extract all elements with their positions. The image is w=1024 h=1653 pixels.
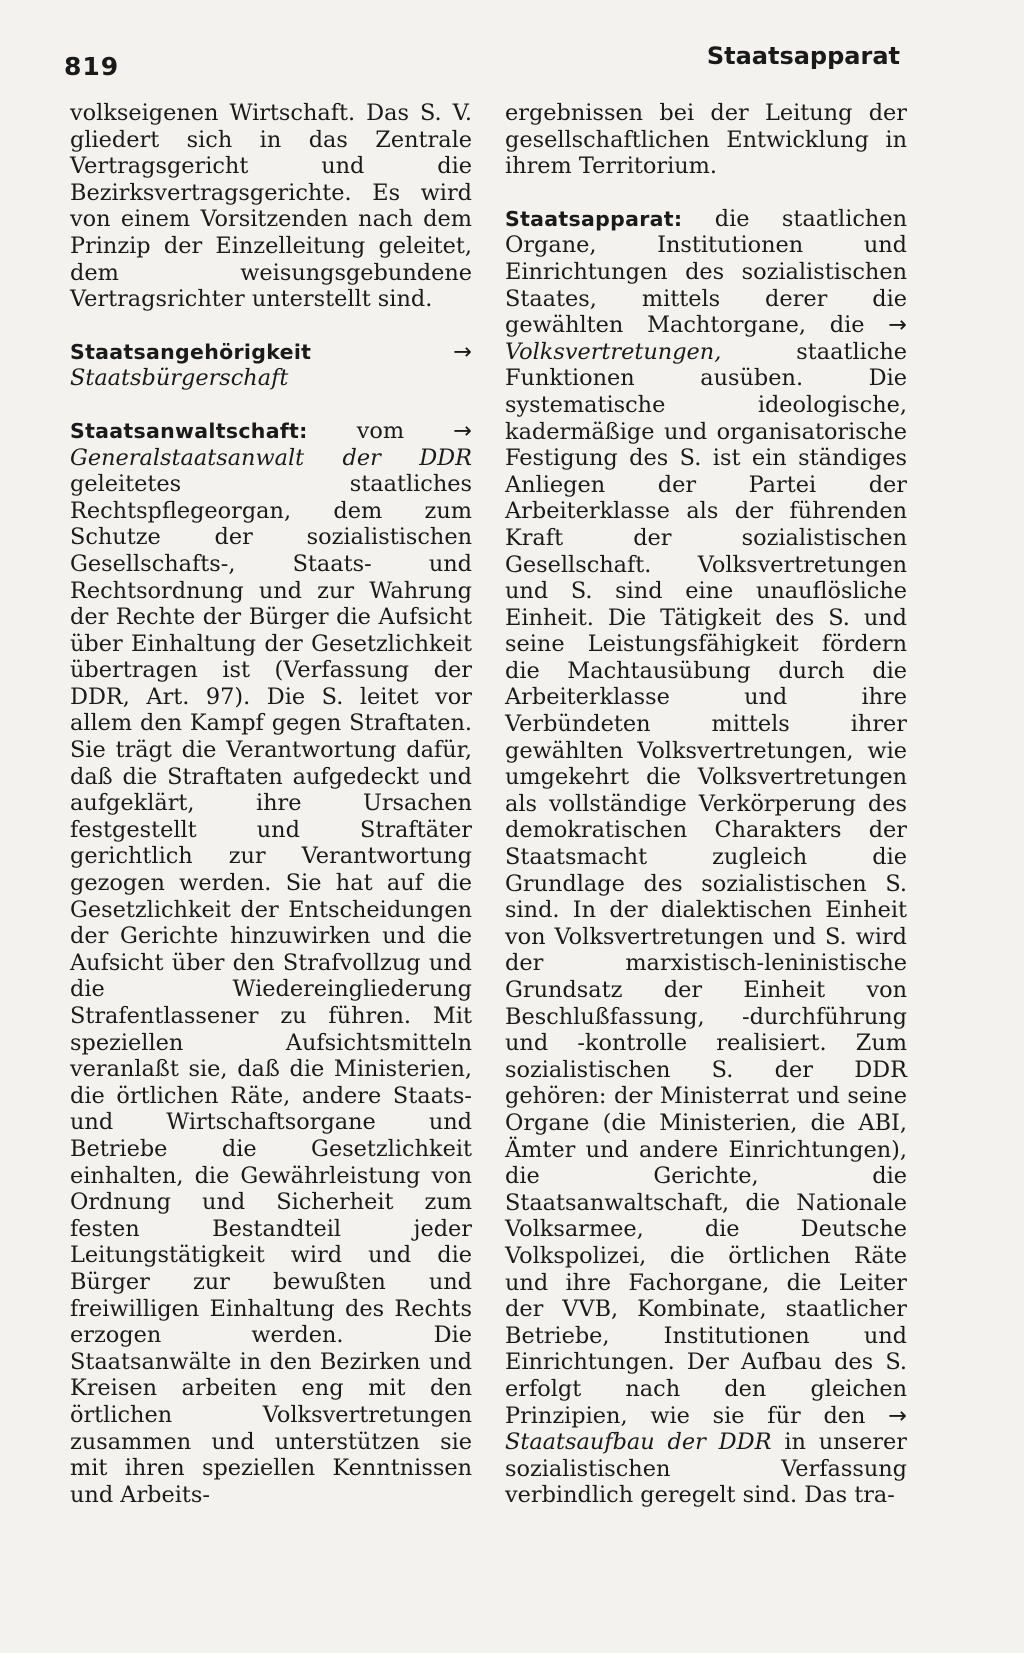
left-column bbox=[70, 100, 472, 1508]
running-title: Staatsapparat bbox=[706, 42, 900, 70]
entry-headword: Staatsangehörigkeit bbox=[70, 339, 312, 364]
entry-text: in unserer sozialistischen Verfassung verbindlich geregelt sind. Das tra- bbox=[505, 1429, 907, 1509]
entry-text: die staatlichen Organe, Institutionen und Einrichtungen des sozialistischen Staates, mittels derer die gewählten Machtorgane, die bbox=[505, 205, 907, 339]
entry-text: vom bbox=[356, 417, 405, 444]
cross-reference-arrow-icon: → bbox=[888, 1402, 907, 1429]
cross-reference: Staatsaufbau der DDR bbox=[505, 1429, 772, 1456]
continuation-text: volkseigenen Wirtschaft. Das S. V. gliedert sich in das Zentrale Vertragsgericht und die Bezirksvertragsgerichte. Es wird von einem Vorsitzenden nach dem Prinzip der Einzelleitung geleitet, dem weisungsgebundene Vertragsrichter unterstellt sind. bbox=[70, 100, 472, 313]
continuation-text: ergebnissen bei der Leitung der gesellschaftlichen Entwicklung in ihrem Territorium. bbox=[505, 100, 907, 180]
right-column bbox=[505, 100, 907, 1509]
entry-text: geleitetes staatliches Rechtspflegeorgan, dem zum Schutze der sozialistischen Gesellschafts-, Staats- und Rechtsordnung und zur Wahrung der Rechte der Bürger die Aufsicht über Einhaltung der Gesetzlichkeit übertragen ist (Verfassung der DDR, Art. 97). Die S. leitet vor allem den Kampf gegen Straftaten. Sie trägt die Verantwortung dafür, daß die Straftaten aufgedeckt und aufgeklärt, ihre Ursachen festgestellt und Straftäter gerichtlich zur Verantwortung gezogen werden. Sie hat auf die Gesetzlichkeit der Entscheidungen der Gerichte hinzuwirken und die Aufsicht über den Strafvollzug und die Wiedereingliederung Strafentlassener zu führen. Mit speziellen Aufsichtsmitteln veranlaßt sie, daß die Ministerien, die örtlichen Räte, andere Staats- und Wirtschaftsorgane und Betriebe die Gesetzlichkeit einhalten, die Gewährleistung von Ordnung und Sicherheit zum festen Bestandteil jeder Leitungstätigkeit wird und die Bürger zur bewußten und freiwilligen Einhaltung des Rechts erzogen werden. Die Staatsanwälte in den Bezirken und Kreisen arbeiten eng mit den örtlichen Volksvertretungen zusammen und unterstützen sie mit ihren speziellen Kenntnissen und Arbeits- bbox=[70, 471, 472, 1508]
entry-staatsangehoerigkeit bbox=[70, 339, 472, 392]
cross-reference-arrow-icon: → bbox=[453, 338, 472, 365]
cross-reference: Volksvertretungen, bbox=[505, 338, 722, 365]
cross-reference: Generalstaatsanwalt der DDR bbox=[70, 444, 472, 471]
entry-staatsanwaltschaft bbox=[70, 418, 472, 1508]
entry-headword: Staatsanwaltschaft: bbox=[70, 418, 308, 443]
cross-reference: Staatsbürgerschaft bbox=[70, 365, 289, 392]
entry-staatsapparat bbox=[505, 206, 907, 1509]
entry-text: staatliche Funktionen ausüben. Die systematische ideologische, kadermäßige und organisatorische Festigung des S. ist ein ständiges Anliegen der Partei der Arbeiterklasse als der führenden Kraft der sozialistischen Gesellschaft. Volksvertretungen und S. sind eine unauflösliche Einheit. Die Tätigkeit des S. und seine Leistungsfähigkeit fördern die Machtausübung durch die Arbeiterklasse und ihre Verbündeten mittels ihrer gewählten Volksvertretungen, wie umgekehrt die Volksvertretungen als vollständige Verkörperung des demokratischen Charakters der Staatsmacht zugleich die Grundlage des sozialistischen S. sind. In der dialektischen Einheit von Volksvertretungen und S. wird der marxistisch-leninistische Grundsatz der Einheit von Beschlußfassung, -durchführung und -kontrolle realisiert. Zum sozialistischen S. der DDR gehören: der Ministerrat und seine Organe (die Ministerien, die ABI, Ämter und andere Einrichtungen), die Gerichte, die Staatsanwaltschaft, die Nationale Volksarmee, die Deutsche Volkspolizei, die örtlichen Räte und ihre Fachorgane, die Leiter der VVB, Kombinate, staatlicher Betriebe, Institutionen und Einrichtungen. Der Aufbau des S. erfolgt nach den gleichen Prinzipien, wie sie für den bbox=[505, 338, 907, 1429]
cross-reference-arrow-icon: → bbox=[888, 312, 907, 339]
cross-reference-arrow-icon: → bbox=[453, 417, 473, 444]
entry-headword: Staatsapparat: bbox=[505, 206, 683, 231]
page-number: 819 bbox=[64, 52, 120, 81]
